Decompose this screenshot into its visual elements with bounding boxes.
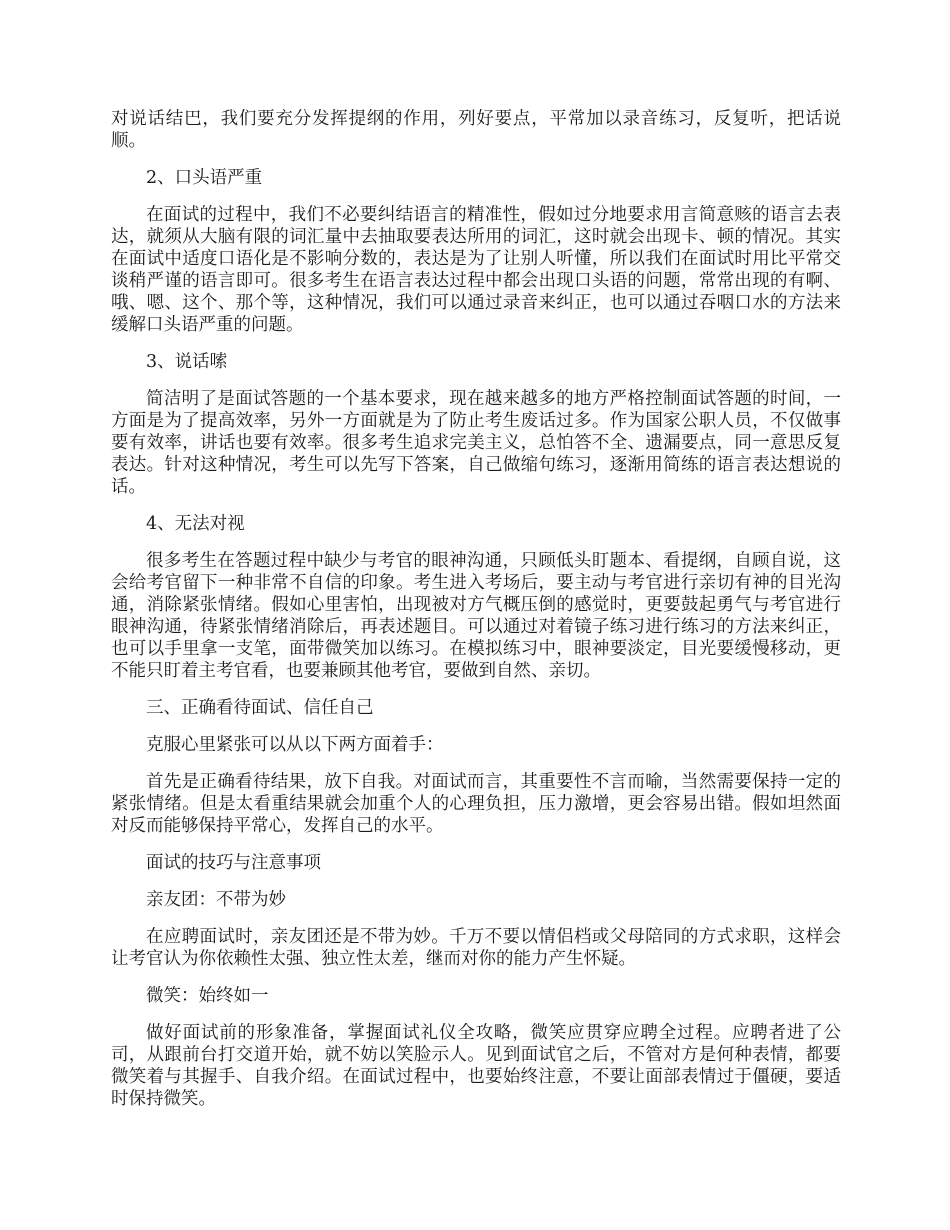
section-heading: 三、正确看待面试、信任自己 (146, 698, 374, 718)
section-heading: 2、口头语严重 (146, 168, 263, 188)
paragraph: 简洁明了是面试答题的一个基本要求，现在越来越多的地方严格控制面试答题的时间，一方面是为了提高效率，另外一方面就是为了防止考生废话过多。作为国家公职人员，不仅做事要有效率，讲话也要有效率。很多考生追求完美主义，总怕答不全、遗漏要点，同一意思反复表达。针对这种情况，考生可以先写下答案，自己做缩句练习，逐渐用简练的语言表达想说的话。 (111, 389, 841, 497)
paragraph: 首先是正确看待结果，放下自我。对面试而言，其重要性不言而喻，当然需要保持一定的紧张情绪。但是太看重结果就会加重个人的心理负担，压力激增，更会容易出错。假如坦然面对反而能够保持平常心，发挥自己的水平。 (111, 772, 841, 836)
section-heading: 克服心里紧张可以从以下两方面着手： (146, 735, 444, 755)
paragraph: 做好面试前的形象准备，掌握面试礼仪全攻略，微笑应贯穿应聘全过程。应聘者进了公司，从跟前台打交道开始，就不妨以笑脸示人。见到面试官之后，不管对方是何种表情，都要微笑着与其握手、自我介绍。在面试过程中，也要始终注意，不要让面部表情过于僵硬，要适时保持微笑。 (111, 1023, 841, 1109)
paragraph: 对说话结巴，我们要充分发挥提纲的作用，列好要点，平常加以录音练习，反复听，把话说顺。 (111, 109, 841, 151)
paragraph: 在面试的过程中，我们不必要纠结语言的精准性，假如过分地要求用言简意赅的语言去表达，就须从大脑有限的词汇量中去抽取要表达所用的词汇，这时就会出现卡、顿的情况。其实在面试中适度口语化是不影响分数的，表达是为了让别人听懂，所以我们在面试时用比平常交谈稍严谨的语言即可。很多考生在语言表达过程中都会出现口头语的问题，常常出现的有啊、哦、嗯、这个、那个等，这种情况，我们可以通过录音来纠正，也可以通过吞咽口水的方法来缓解口头语严重的问题。 (111, 205, 841, 335)
section-heading: 3、说话嗦 (146, 352, 228, 372)
section-heading: 亲友团：不带为妙 (146, 890, 286, 910)
section-heading: 面试的技巧与注意事项 (146, 853, 321, 873)
paragraph: 很多考生在答题过程中缺少与考官的眼神沟通，只顾低头盯题本、看提纲，自顾自说，这会给考官留下一种非常不自信的印象。考生进入考场后，要主动与考官进行亲切有神的目光沟通，消除紧张情绪。假如心里害怕，出现被对方气概压倒的感觉时，更要鼓起勇气与考官进行眼神沟通，待紧张情绪消除后，再表述题目。可以通过对着镜子练习进行练习的方法来纠正，也可以手里拿一支笔，面带微笑加以练习。在模拟练习中，眼神要淡定，目光要缓慢移动，更不能只盯着主考官看，也要兼顾其他考官，要做到自然、亲切。 (111, 551, 841, 681)
paragraph: 在应聘面试时，亲友团还是不带为妙。千万不要以情侣档或父母陪同的方式求职，这样会让考官认为你依赖性太强、独立性太差，继而对你的能力产生怀疑。 (111, 927, 841, 969)
document-body (111, 108, 841, 1125)
section-heading: 4、无法对视 (146, 514, 245, 534)
section-heading: 微笑：始终如一 (146, 986, 269, 1006)
